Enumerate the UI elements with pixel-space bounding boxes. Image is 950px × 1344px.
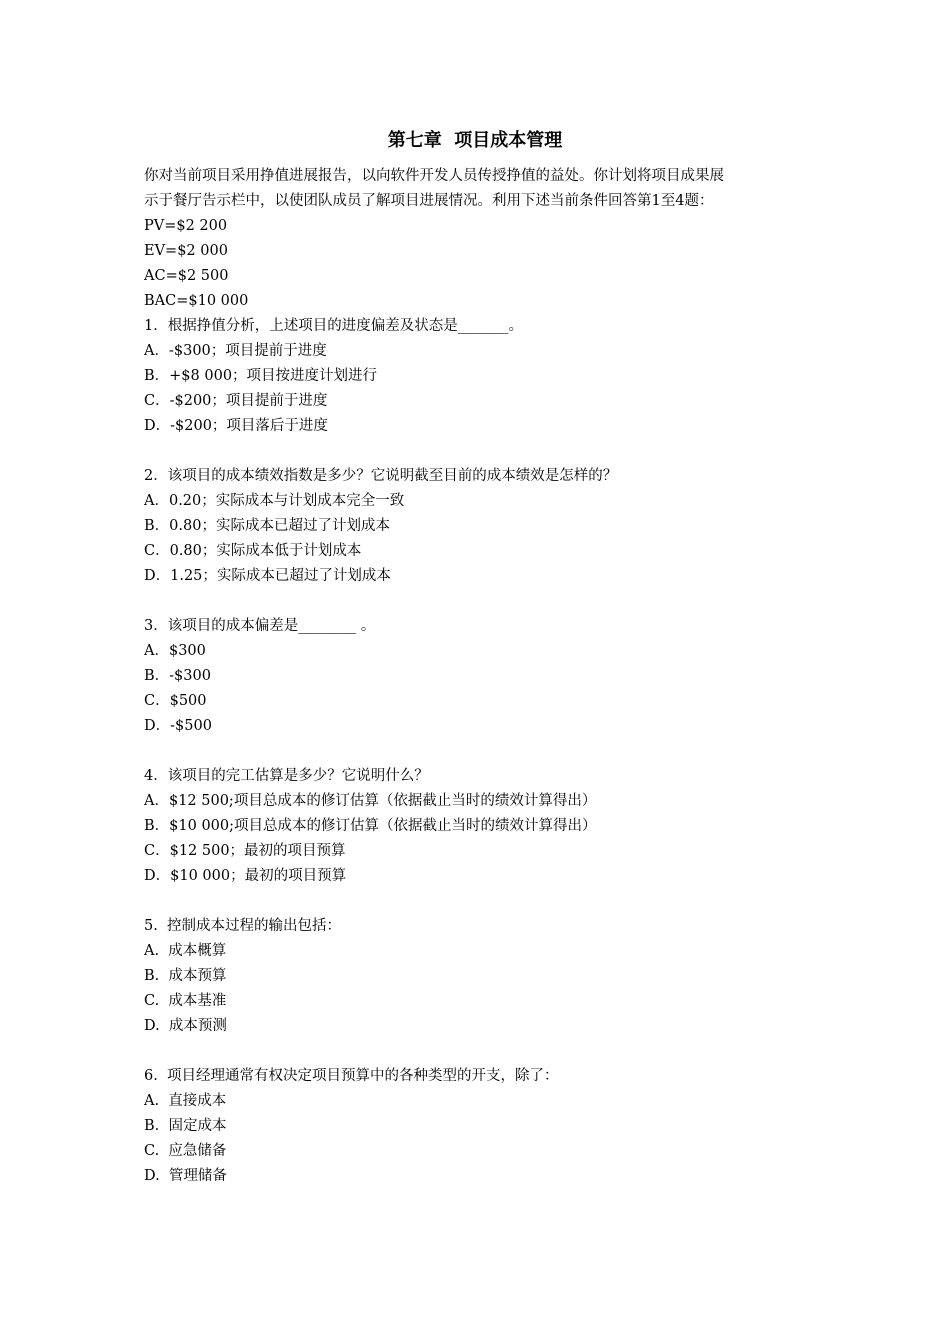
option-c: C．$12 500；最初的项目预算 [144,843,346,859]
question-text: 1．根据挣值分析，上述项目的进度偏差及状态是_______。 [144,318,523,334]
document-body [144,164,812,1189]
intro-paragraph [144,164,812,314]
chapter-title: 第七章 项目成本管理 [387,130,563,151]
option-d: D．-$200；项目落后于进度 [144,418,328,434]
option-d: D. 管理储备 [144,1168,227,1184]
option-c: C．0.80；实际成本低于计划成本 [144,543,362,559]
option-b: B．-$300 [144,668,211,684]
option-a: A．$12 500;项目总成本的修订估算（依据截止当时的绩效计算得出） [144,793,597,809]
value-bac: BAC=$10 000 [144,293,249,309]
option-c: C．-$200；项目提前于进度 [144,393,328,409]
intro-line-1: 你对当前项目采用挣值进展报告，以向软件开发人员传授挣值的益处。你计划将项目成果展 [144,168,724,184]
intro-line-2: 示于餐厅告示栏中，以使团队成员了解项目进展情况。利用下述当前条件回答第1至4题： [144,193,714,209]
option-a: A. 直接成本 [144,1093,227,1109]
option-a: A．-$300；项目提前于进度 [144,343,327,359]
option-a: A．$300 [144,643,206,659]
option-a: A．0.20；实际成本与计划成本完全一致 [144,493,405,509]
option-d: D．1.25；实际成本已超过了计划成本 [144,568,391,584]
option-d: D．$10 000；最初的项目预算 [144,868,347,884]
value-ac: AC=$2 500 [144,268,229,284]
option-d: D. 成本预测 [144,1018,227,1034]
question-6 [144,1064,812,1189]
option-b: B．$10 000;项目总成本的修订估算（依据截止当时的绩效计算得出） [144,818,597,834]
option-a: A. 成本概算 [144,943,227,959]
question-3 [144,614,812,739]
question-2 [144,464,812,589]
question-text: 2．该项目的成本绩效指数是多少？它说明截至目前的成本绩效是怎样的？ [144,468,618,484]
value-pv: PV=$2 200 [144,218,228,234]
question-text: 6. 项目经理通常有权决定项目预算中的各种类型的开支，除了： [144,1068,559,1084]
question-1 [144,314,812,439]
option-d: D．-$500 [144,718,212,734]
option-b: B. 成本预算 [144,968,227,984]
question-4 [144,764,812,889]
question-5 [144,914,812,1039]
option-b: B．0.80；实际成本已超过了计划成本 [144,518,390,534]
option-b: B．+$8 000；项目按进度计划进行 [144,368,378,384]
question-text: 3．该项目的成本偏差是________ 。 [144,618,376,634]
option-c: C. 应急储备 [144,1143,227,1159]
option-c: C．$500 [144,693,207,709]
option-b: B. 固定成本 [144,1118,227,1134]
question-text: 4．该项目的完工估算是多少？它说明什么？ [144,768,429,784]
option-c: C. 成本基准 [144,993,227,1009]
value-ev: EV=$2 000 [144,243,228,259]
question-text: 5. 控制成本过程的输出包括： [144,918,342,934]
